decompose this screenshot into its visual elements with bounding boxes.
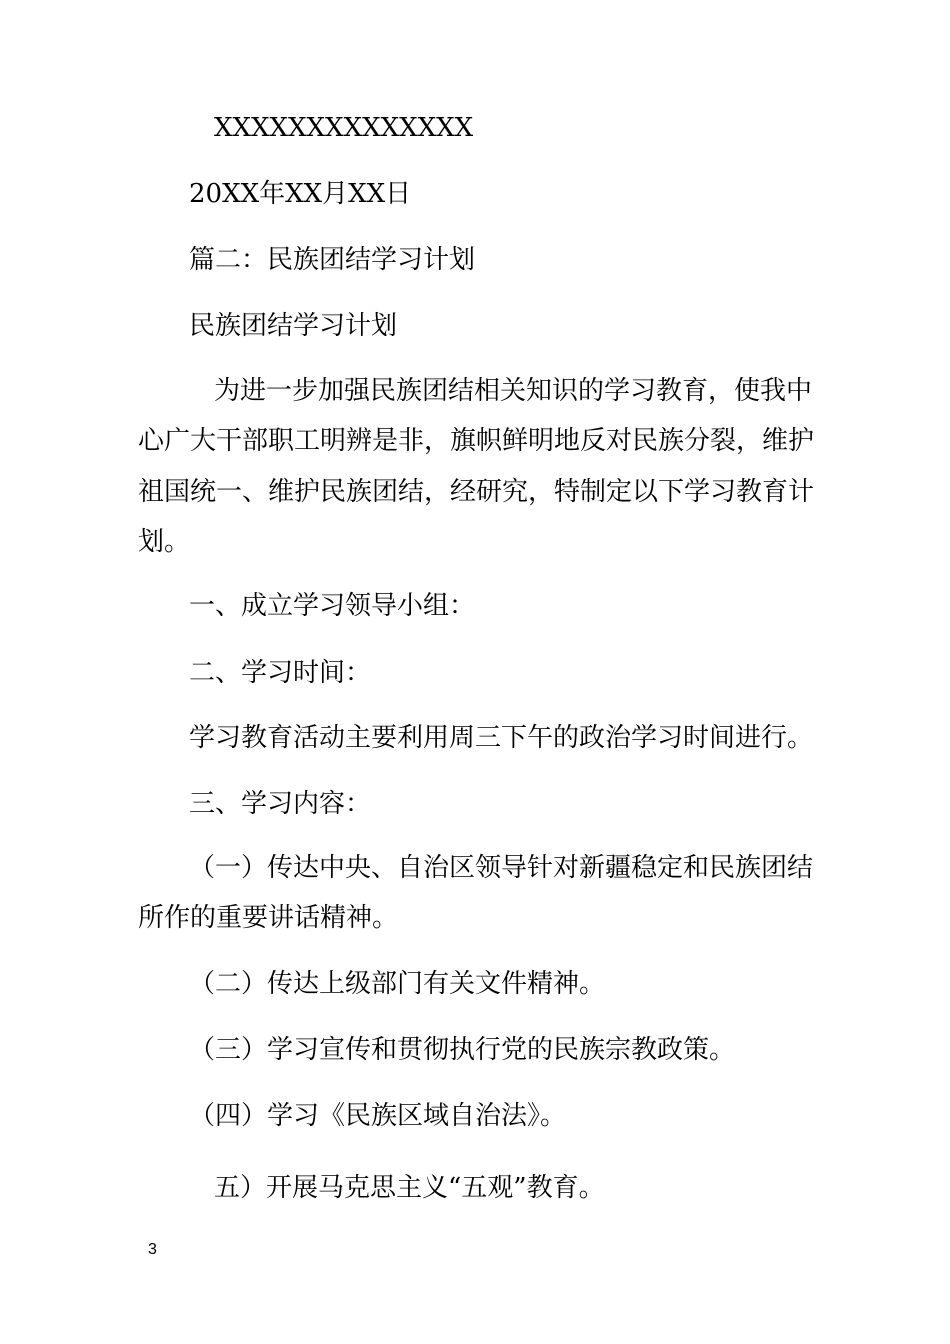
intro-line-2: 心广大干部职工明辨是非，旗帜鲜明地反对民族分裂，维护: [138, 426, 815, 456]
signature-line: XXXXXXXXXXXXXX: [214, 113, 474, 143]
heading-leadership-group: 一、成立学习领导小组：: [189, 591, 476, 621]
content-item-4: （四）学习《民族区域自治法》。: [189, 1101, 567, 1131]
heading-study-time: 二、学习时间：: [189, 658, 372, 688]
content-item-5: 五）开展马克思主义“五观”教育。: [214, 1173, 605, 1203]
content-item-2: （二）传达上级部门有关文件精神。: [189, 969, 606, 999]
intro-line-4: 划。: [138, 527, 191, 557]
content-item-1-line-1: （一）传达中央、自治区领导针对新疆稳定和民族团结: [189, 853, 814, 883]
content-item-1-line-2: 所作的重要讲话精神。: [138, 903, 399, 933]
document-title: 民族团结学习计划: [189, 311, 398, 341]
date-line: 20XX年XX月XX日: [189, 179, 412, 209]
page-number: 3: [148, 1241, 157, 1258]
content-item-3: （三）学习宣传和贯彻执行党的民族宗教政策。: [189, 1035, 736, 1065]
section-heading: 篇二：民族团结学习计划: [189, 245, 476, 275]
heading-study-content: 三、学习内容：: [189, 789, 372, 819]
study-time-text: 学习教育活动主要利用周三下午的政治学习时间进行。: [189, 723, 814, 753]
intro-line-1: 为进一步加强民族团结相关知识的学习教育，使我中: [214, 376, 813, 406]
intro-line-3: 祖国统一、维护民族团结，经研究，特制定以下学习教育计: [138, 477, 815, 507]
